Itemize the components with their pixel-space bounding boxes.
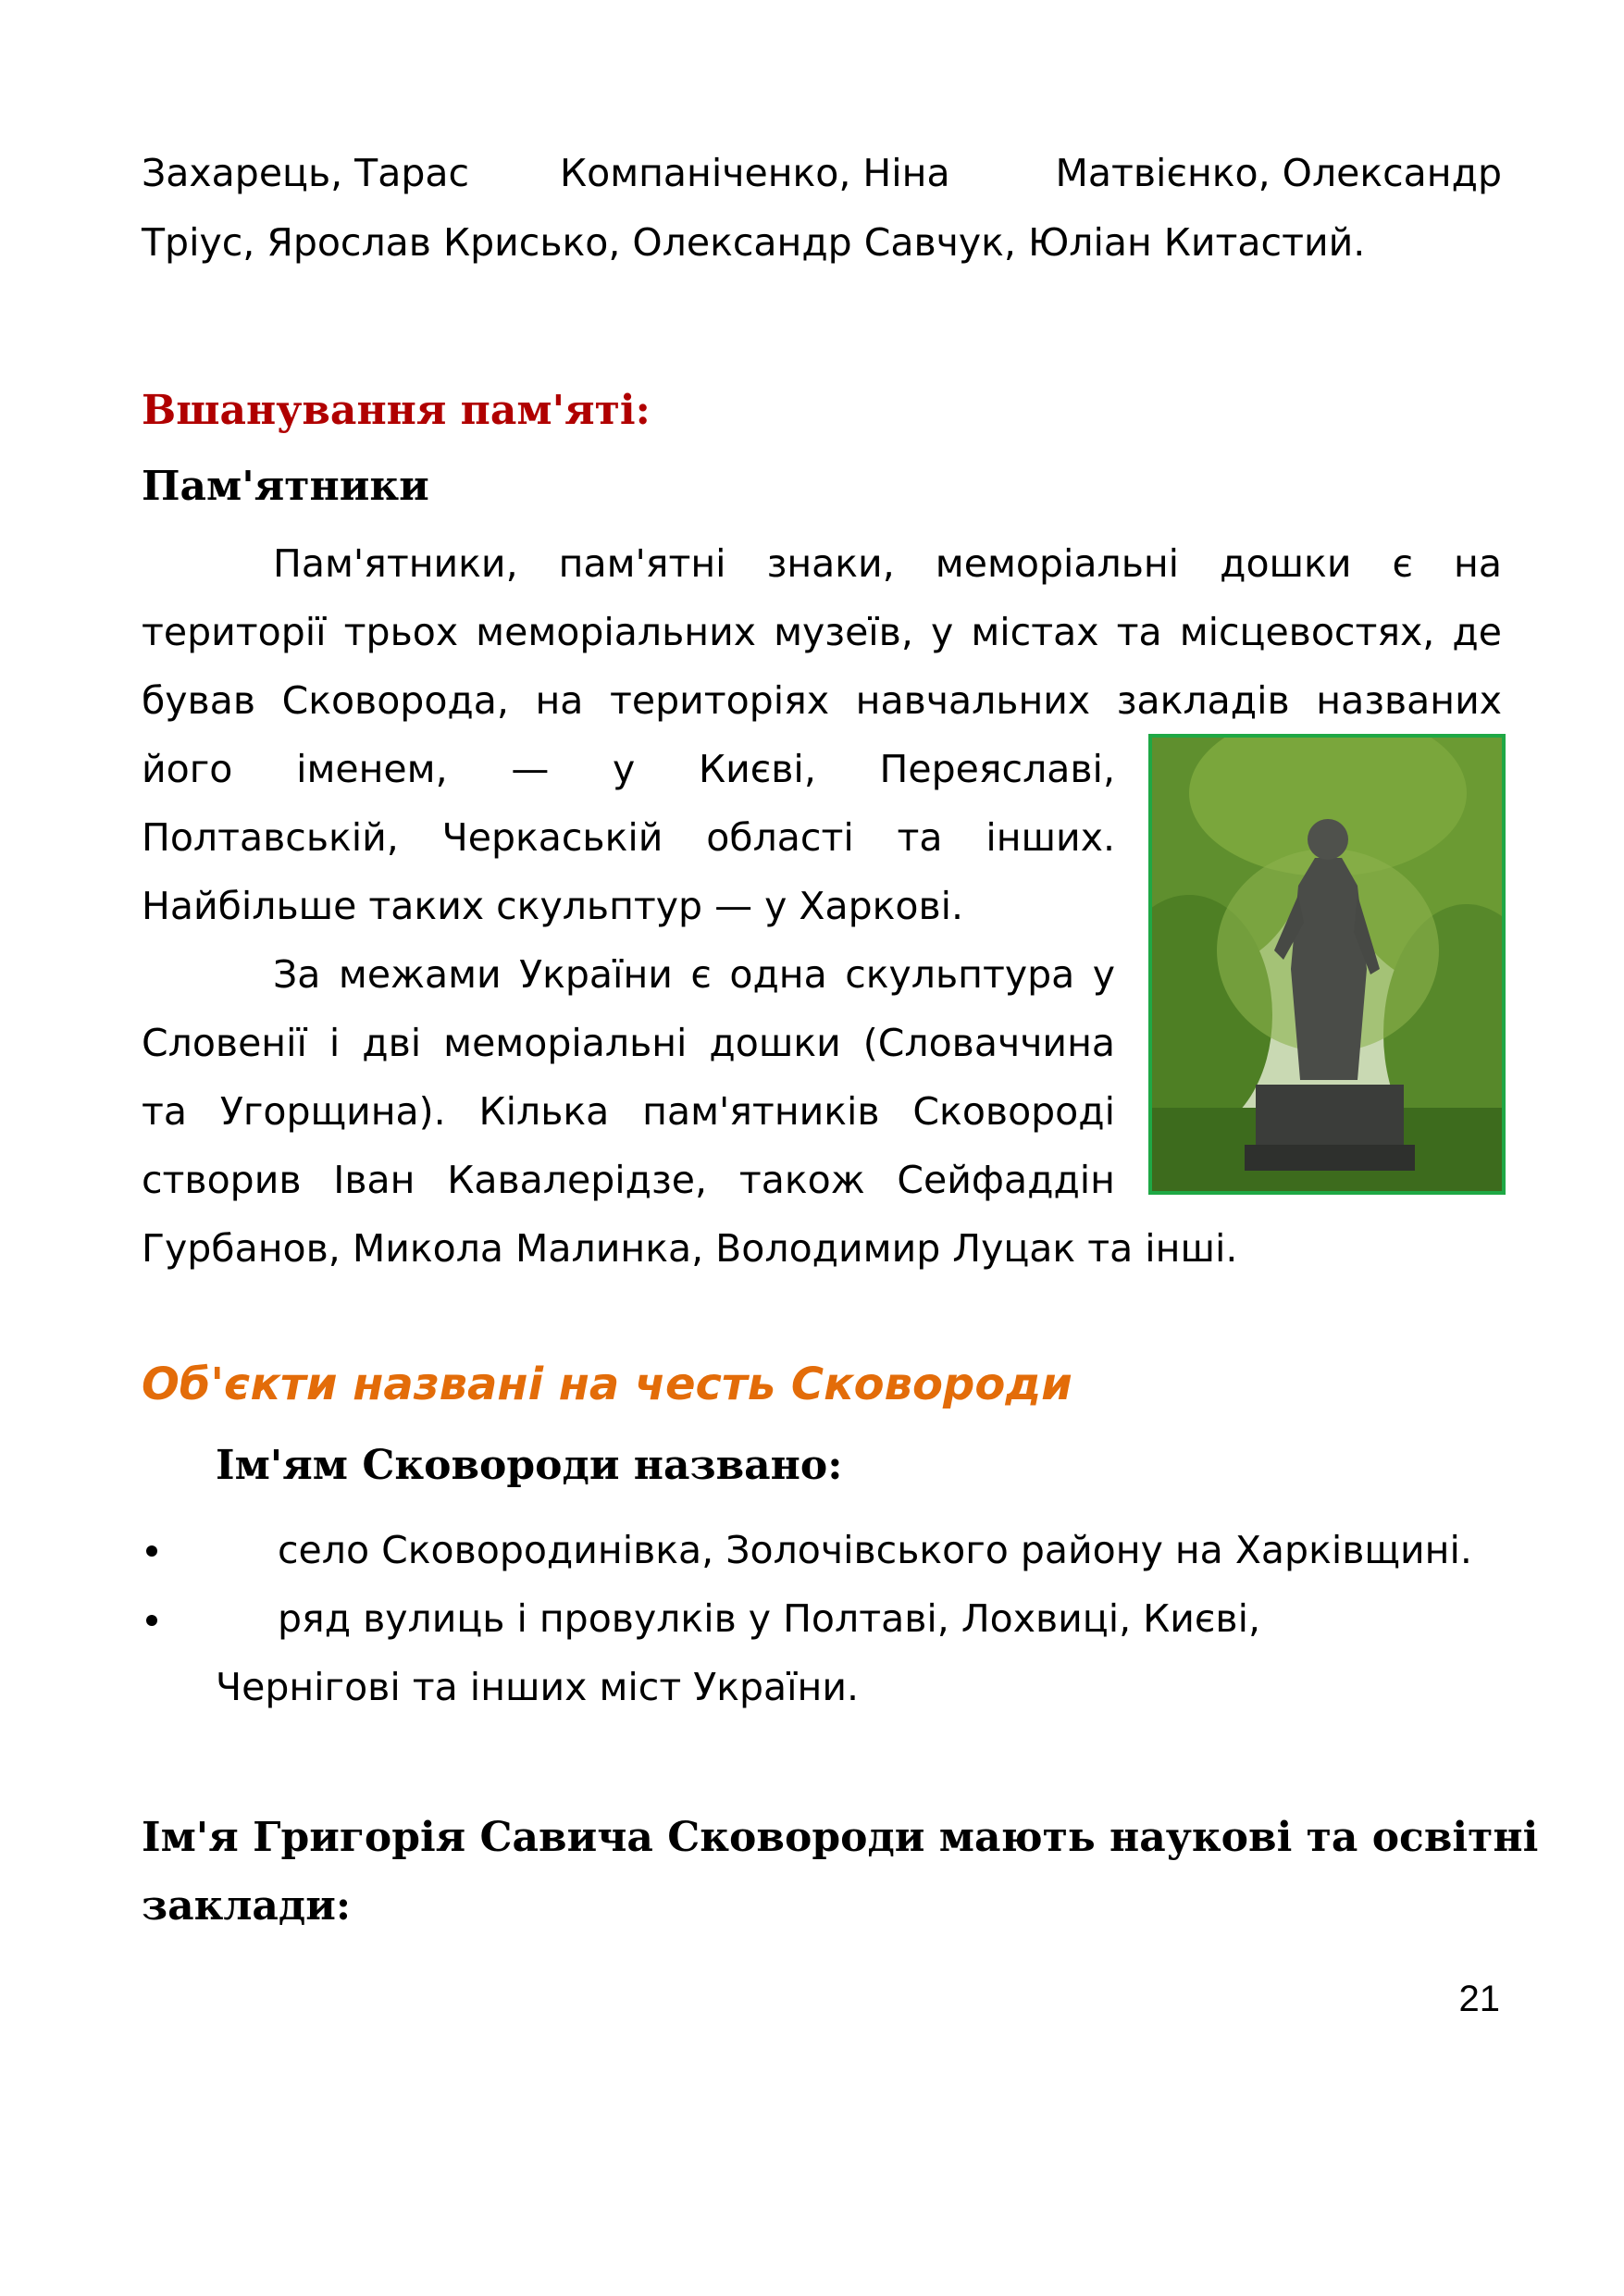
p2-line-1: За межами України є одна скульптура у [273, 952, 1115, 997]
p1-line-1: Пам'ятники, пам'ятні знаки, меморіальні дошки є на [273, 541, 1502, 586]
p1-line-2: території трьох меморіальних музеїв, у містах та місцевостях, де [142, 610, 1502, 654]
intro-name-1: Захарець, Тарас [142, 151, 470, 195]
bullet-item-1: село Сковородинівка, Золочівського району на Харківщині. [278, 1528, 1472, 1572]
bullet-dot [146, 1545, 157, 1557]
p2-line-4: створив Іван Кавалерідзе, також Сейфаддін [142, 1158, 1115, 1202]
bullet-item-2-line-2: Чернігові та інших міст України. [216, 1665, 860, 1709]
p2-line-2: Словенії і дві меморіальні дошки (Словаччина [142, 1021, 1115, 1065]
p1-line-5: Полтавській, Черкаській області та інших. [142, 815, 1115, 860]
subheading-monuments: Пам'ятники [142, 463, 429, 510]
p1-line-4: його іменем, — у Києві, Переяславі, [142, 747, 1115, 791]
institutions-heading-line-1: Ім'я Григорія Савича Сковороди мають наукові та освітні [142, 1814, 1539, 1861]
page-number: 21 [1458, 1979, 1500, 2019]
institutions-heading-line-2: заклади: [142, 1882, 352, 1930]
monument-photo-icon [1152, 738, 1502, 1191]
intro-line-2: Тріус, Ярослав Крисько, Олександр Савчук, Юліан Китастий. [142, 220, 1366, 265]
monument-photo [1148, 734, 1506, 1195]
intro-name-3: Матвієнко, Олександр [1055, 151, 1502, 195]
bullet-dot [146, 1615, 157, 1626]
p1-line-6: Найбільше таких скульптур — у Харкові. [142, 884, 964, 928]
p1-line-3: бував Сковорода, на територіях навчальних закладів названих [142, 678, 1502, 723]
subheading-named: Ім'ям Сковороди названо: [216, 1442, 843, 1489]
section-heading-objects: Об'єкти названі на честь Сковороди [142, 1359, 1072, 1410]
section-heading-memory: Вшанування пам'яті: [142, 387, 651, 434]
bullet-item-2-line-1: ряд вулиць і провулків у Полтаві, Лохвиці, Києві, [278, 1596, 1261, 1641]
p2-line-5: Гурбанов, Микола Малинка, Володимир Луцак та інші. [142, 1226, 1238, 1271]
p2-line-3: та Угорщина). Кілька пам'ятників Сковороді [142, 1089, 1115, 1134]
intro-name-2: Компаніченко, Ніна [560, 151, 950, 195]
